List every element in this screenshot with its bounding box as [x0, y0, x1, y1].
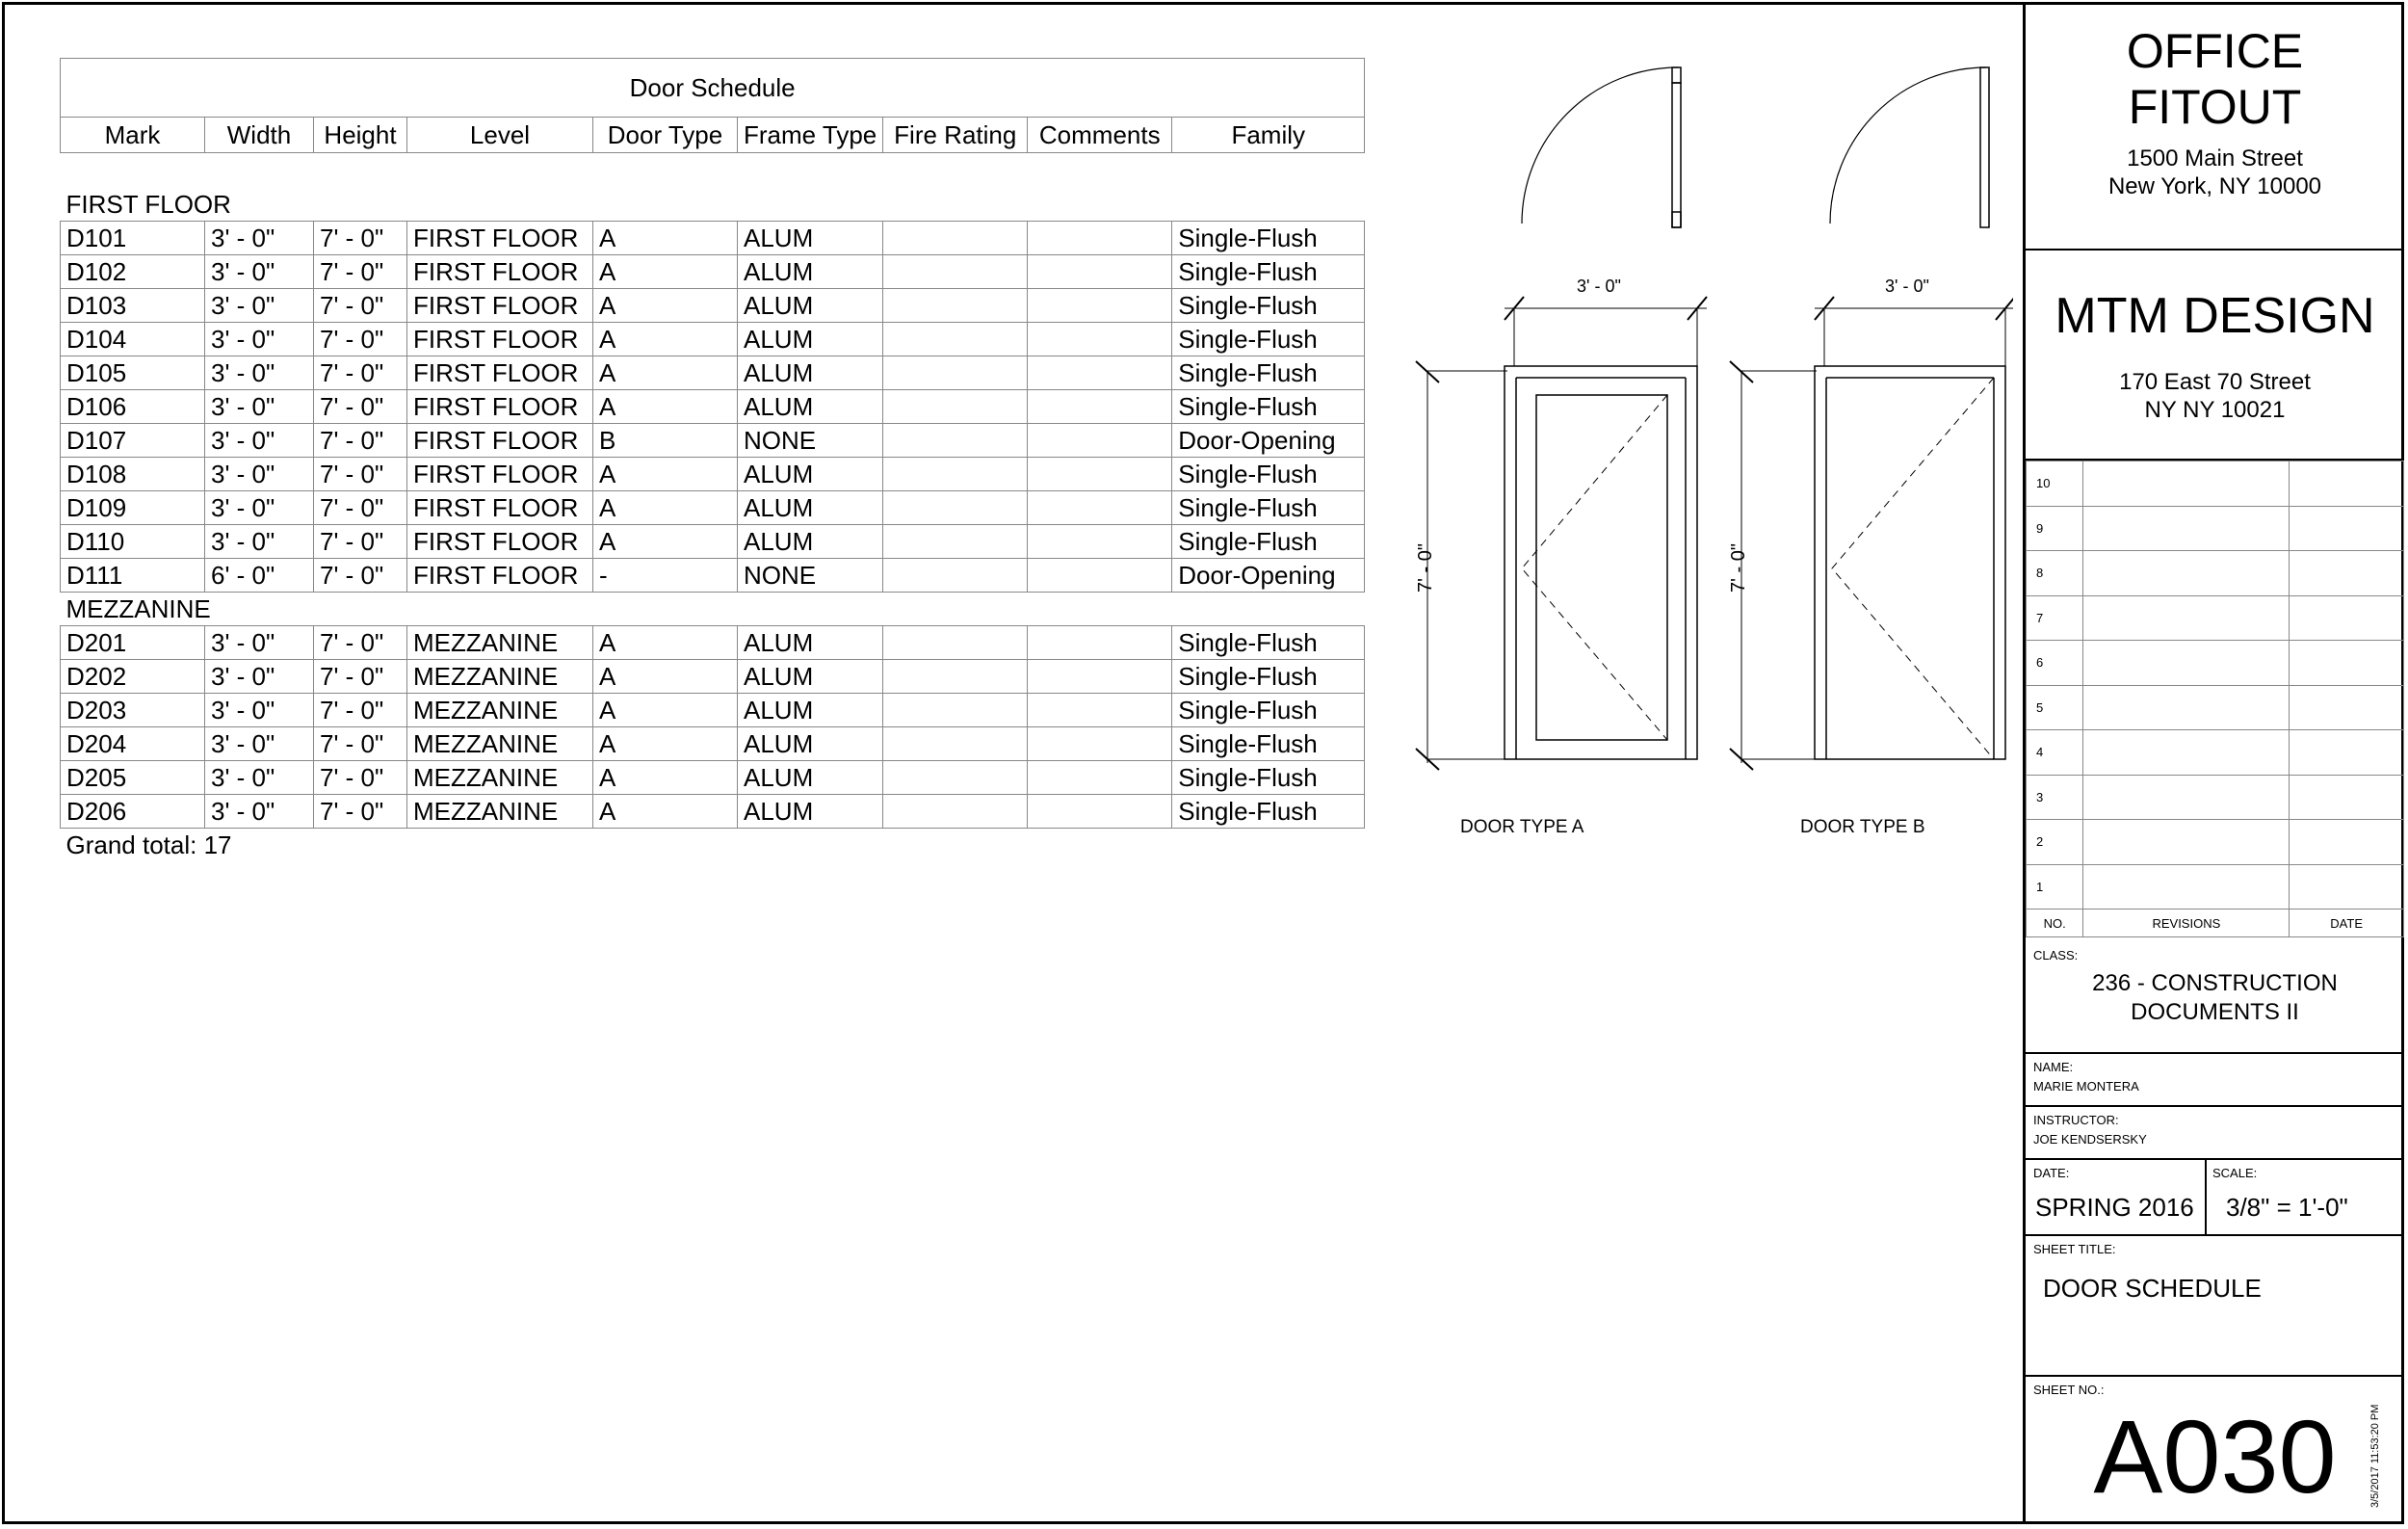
table-cell: ALUM: [738, 289, 883, 323]
table-cell: [1028, 289, 1172, 323]
table-row: [61, 727, 1365, 761]
revision-row: [2027, 595, 2404, 641]
table-cell: Door-Opening: [1172, 424, 1365, 458]
table-cell: Single-Flush: [1172, 694, 1365, 727]
table-row: [61, 525, 1365, 559]
table-cell: D103: [61, 289, 205, 323]
table-cell: 7' - 0": [314, 255, 407, 289]
table-cell: MEZZANINE: [407, 761, 593, 795]
revision-date: [2290, 685, 2404, 730]
table-cell: A: [593, 525, 738, 559]
table-cell: MEZZANINE: [407, 694, 593, 727]
table-cell: [1028, 491, 1172, 525]
name-section: [2026, 1054, 2404, 1107]
table-cell: 3' - 0": [205, 525, 314, 559]
table-cell: 7' - 0": [314, 694, 407, 727]
revision-row: [2027, 506, 2404, 551]
table-cell: FIRST FLOOR: [407, 458, 593, 491]
table-cell: D102: [61, 255, 205, 289]
table-cell: -: [593, 559, 738, 593]
door-b-height-dim: 7' - 0": [1727, 543, 1749, 593]
rev-header-revisions: REVISIONS: [2083, 909, 2290, 937]
rev-header-date: DATE: [2290, 909, 2404, 937]
table-cell: A: [593, 289, 738, 323]
table-cell: D203: [61, 694, 205, 727]
scale-label: SCALE:: [2212, 1166, 2258, 1180]
revision-row: [2027, 775, 2404, 820]
revision-date: [2290, 775, 2404, 820]
table-cell: FIRST FLOOR: [407, 424, 593, 458]
class-label: CLASS:: [2033, 948, 2079, 962]
print-timestamp: 3/5/2017 11:53:20 PM: [2369, 1404, 2381, 1508]
table-row: [61, 626, 1365, 660]
table-cell: 3' - 0": [205, 222, 314, 255]
instructor-value: JOE KENDSERSKY: [2033, 1132, 2147, 1147]
firm-info: [2026, 250, 2404, 461]
table-cell: A: [593, 626, 738, 660]
revision-number: 9: [2027, 506, 2083, 551]
table-cell: NONE: [738, 424, 883, 458]
revision-description: [2083, 775, 2290, 820]
table-cell: 7' - 0": [314, 458, 407, 491]
revision-description: [2083, 551, 2290, 596]
table-cell: 3' - 0": [205, 255, 314, 289]
table-cell: ALUM: [738, 222, 883, 255]
table-cell: [1028, 255, 1172, 289]
date-label: DATE:: [2033, 1166, 2070, 1180]
table-cell: [883, 356, 1028, 390]
table-cell: 3' - 0": [205, 356, 314, 390]
scale-value: 3/8" = 1'-0": [2226, 1193, 2348, 1222]
name-value: MARIE MONTERA: [2033, 1079, 2139, 1094]
table-cell: FIRST FLOOR: [407, 289, 593, 323]
table-cell: [883, 694, 1028, 727]
table-cell: [883, 222, 1028, 255]
table-cell: D201: [61, 626, 205, 660]
table-cell: MEZZANINE: [407, 795, 593, 829]
table-cell: Single-Flush: [1172, 795, 1365, 829]
table-cell: A: [593, 660, 738, 694]
firm-address-line1: 170 East 70 Street: [2119, 369, 2311, 395]
column-header: Mark: [61, 118, 205, 153]
project-address-line2: New York, NY 10000: [2107, 173, 2322, 199]
table-cell: 3' - 0": [205, 323, 314, 356]
table-cell: A: [593, 255, 738, 289]
table-row: [61, 694, 1365, 727]
table-row: [61, 356, 1365, 390]
table-cell: Door-Opening: [1172, 559, 1365, 593]
table-cell: D109: [61, 491, 205, 525]
table-cell: Single-Flush: [1172, 323, 1365, 356]
table-cell: Single-Flush: [1172, 626, 1365, 660]
table-cell: [883, 424, 1028, 458]
table-cell: [1028, 458, 1172, 491]
grand-total: Grand total: 17: [65, 830, 232, 859]
table-cell: [883, 626, 1028, 660]
schedule-title: Door Schedule: [61, 59, 1365, 118]
table-cell: A: [593, 222, 738, 255]
sheet-number-value: A030: [2093, 1398, 2337, 1515]
group-header: MEZZANINE: [65, 594, 211, 623]
date-scale-section: [2026, 1160, 2404, 1236]
table-cell: D106: [61, 390, 205, 424]
table-row: [61, 795, 1365, 829]
table-cell: 3' - 0": [205, 795, 314, 829]
table-cell: 3' - 0": [205, 660, 314, 694]
table-cell: Single-Flush: [1172, 761, 1365, 795]
rev-header-no: NO.: [2027, 909, 2083, 937]
table-row: [61, 390, 1365, 424]
table-cell: [1028, 694, 1172, 727]
table-cell: D111: [61, 559, 205, 593]
table-cell: ALUM: [738, 660, 883, 694]
table-cell: D205: [61, 761, 205, 795]
revision-date: [2290, 864, 2404, 909]
table-cell: 7' - 0": [314, 424, 407, 458]
revision-description: [2083, 820, 2290, 865]
column-header: Family: [1172, 118, 1365, 153]
door-a-height-dim: 7' - 0": [1414, 543, 1436, 593]
table-cell: [1028, 323, 1172, 356]
table-cell: ALUM: [738, 626, 883, 660]
table-cell: [1028, 626, 1172, 660]
table-cell: Single-Flush: [1172, 491, 1365, 525]
table-cell: 7' - 0": [314, 289, 407, 323]
table-cell: A: [593, 458, 738, 491]
table-cell: D110: [61, 525, 205, 559]
table-cell: Single-Flush: [1172, 356, 1365, 390]
firm-name: MTM DESIGN: [2055, 288, 2375, 344]
table-cell: ALUM: [738, 761, 883, 795]
table-cell: 3' - 0": [205, 390, 314, 424]
table-cell: D204: [61, 727, 205, 761]
revision-number: 4: [2027, 730, 2083, 776]
revision-description: [2083, 595, 2290, 641]
table-row: [61, 458, 1365, 491]
table-row: [61, 323, 1365, 356]
table-cell: [1028, 727, 1172, 761]
column-header: Door Type: [593, 118, 738, 153]
revision-number: 6: [2027, 641, 2083, 686]
revision-description: [2083, 730, 2290, 776]
table-cell: 7' - 0": [314, 626, 407, 660]
column-header: Comments: [1028, 118, 1172, 153]
table-row: [61, 660, 1365, 694]
revision-number: 8: [2027, 551, 2083, 596]
instructor-label: INSTRUCTOR:: [2033, 1113, 2119, 1127]
revision-description: [2083, 506, 2290, 551]
table-cell: ALUM: [738, 255, 883, 289]
table-cell: FIRST FLOOR: [407, 559, 593, 593]
revision-number: 1: [2027, 864, 2083, 909]
door-type-a-label: DOOR TYPE A: [1460, 817, 1584, 837]
class-value-line2: DOCUMENTS II: [2131, 999, 2299, 1025]
table-cell: FIRST FLOOR: [407, 491, 593, 525]
table-cell: MEZZANINE: [407, 626, 593, 660]
table-cell: ALUM: [738, 356, 883, 390]
table-cell: Single-Flush: [1172, 525, 1365, 559]
table-cell: D104: [61, 323, 205, 356]
table-cell: ALUM: [738, 694, 883, 727]
table-cell: [883, 323, 1028, 356]
table-cell: 6' - 0": [205, 559, 314, 593]
table-cell: 7' - 0": [314, 525, 407, 559]
table-cell: FIRST FLOOR: [407, 255, 593, 289]
revision-date: [2290, 595, 2404, 641]
table-cell: [1028, 390, 1172, 424]
table-row: [61, 559, 1365, 593]
table-cell: FIRST FLOOR: [407, 390, 593, 424]
table-cell: FIRST FLOOR: [407, 356, 593, 390]
column-header: Height: [314, 118, 407, 153]
table-cell: 7' - 0": [314, 559, 407, 593]
door-a-width-dim: 3' - 0": [1577, 277, 1621, 296]
table-cell: [1028, 356, 1172, 390]
table-row: [61, 255, 1365, 289]
table-cell: D101: [61, 222, 205, 255]
revision-date: [2290, 461, 2404, 507]
sheet-title-label: SHEET TITLE:: [2033, 1242, 2116, 1256]
table-cell: Single-Flush: [1172, 390, 1365, 424]
table-cell: 7' - 0": [314, 795, 407, 829]
table-cell: Single-Flush: [1172, 255, 1365, 289]
table-cell: D108: [61, 458, 205, 491]
project-title-line1: OFFICE: [2126, 24, 2304, 78]
table-cell: Single-Flush: [1172, 458, 1365, 491]
table-cell: A: [593, 491, 738, 525]
table-cell: [1028, 795, 1172, 829]
table-cell: FIRST FLOOR: [407, 323, 593, 356]
table-cell: 7' - 0": [314, 390, 407, 424]
revision-description: [2083, 641, 2290, 686]
table-cell: [1028, 559, 1172, 593]
revision-row: [2027, 730, 2404, 776]
door-schedule-table: [60, 58, 1365, 861]
name-label: NAME:: [2033, 1060, 2074, 1074]
table-cell: D206: [61, 795, 205, 829]
table-cell: ALUM: [738, 525, 883, 559]
table-cell: 3' - 0": [205, 727, 314, 761]
door-elevation-b: [1727, 297, 2013, 770]
revision-date: [2290, 820, 2404, 865]
table-cell: 7' - 0": [314, 222, 407, 255]
revision-row: [2027, 685, 2404, 730]
door-swing-plan-a: [1522, 39, 1681, 227]
class-value-line1: 236 - CONSTRUCTION: [2092, 970, 2338, 996]
table-row: [61, 222, 1365, 255]
table-cell: A: [593, 694, 738, 727]
table-cell: ALUM: [738, 323, 883, 356]
table-cell: [1028, 761, 1172, 795]
table-cell: 3' - 0": [205, 761, 314, 795]
table-cell: Single-Flush: [1172, 222, 1365, 255]
table-cell: FIRST FLOOR: [407, 525, 593, 559]
table-cell: [883, 761, 1028, 795]
table-cell: B: [593, 424, 738, 458]
table-cell: [883, 255, 1028, 289]
column-header: Level: [407, 118, 593, 153]
revision-date: [2290, 506, 2404, 551]
revision-number: 5: [2027, 685, 2083, 730]
table-cell: [883, 559, 1028, 593]
column-header: Frame Type: [738, 118, 883, 153]
instructor-section: [2026, 1107, 2404, 1160]
table-cell: A: [593, 390, 738, 424]
table-cell: ALUM: [738, 458, 883, 491]
date-scale-divider: [2205, 1160, 2207, 1236]
table-cell: MEZZANINE: [407, 660, 593, 694]
revision-row: [2027, 551, 2404, 596]
table-cell: A: [593, 761, 738, 795]
project-info: [2026, 2, 2404, 250]
table-cell: [1028, 660, 1172, 694]
revision-description: [2083, 461, 2290, 507]
sheet-number-label: SHEET NO.:: [2033, 1383, 2105, 1397]
table-cell: [883, 289, 1028, 323]
table-cell: 7' - 0": [314, 356, 407, 390]
revision-date: [2290, 730, 2404, 776]
table-cell: [883, 525, 1028, 559]
table-cell: 3' - 0": [205, 626, 314, 660]
revision-number: 3: [2027, 775, 2083, 820]
table-cell: [883, 727, 1028, 761]
table-cell: A: [593, 795, 738, 829]
table-row: [61, 491, 1365, 525]
table-cell: A: [593, 323, 738, 356]
door-elevations: [1397, 39, 2013, 809]
door-swing-plan-b: [1830, 67, 1989, 227]
firm-address-line2: NY NY 10021: [2144, 397, 2286, 423]
revision-row: [2027, 820, 2404, 865]
table-cell: [1028, 222, 1172, 255]
group-header: FIRST FLOOR: [65, 190, 231, 219]
table-cell: [1028, 424, 1172, 458]
table-cell: Single-Flush: [1172, 727, 1365, 761]
sheet-title-value: DOOR SCHEDULE: [2043, 1274, 2262, 1303]
revision-row: [2027, 461, 2404, 507]
table-cell: [1028, 525, 1172, 559]
table-cell: [883, 660, 1028, 694]
table-cell: 3' - 0": [205, 458, 314, 491]
door-type-b-label: DOOR TYPE B: [1800, 817, 1925, 837]
table-cell: A: [593, 727, 738, 761]
revision-date: [2290, 641, 2404, 686]
table-cell: [883, 491, 1028, 525]
table-cell: ALUM: [738, 491, 883, 525]
sheet-number-section: [2026, 1377, 2404, 1524]
table-cell: 7' - 0": [314, 660, 407, 694]
table-cell: D202: [61, 660, 205, 694]
table-row: [61, 424, 1365, 458]
table-cell: ALUM: [738, 390, 883, 424]
table-cell: 3' - 0": [205, 424, 314, 458]
table-cell: 3' - 0": [205, 289, 314, 323]
title-block: [2023, 2, 2404, 1524]
table-cell: 7' - 0": [314, 761, 407, 795]
revision-row: [2027, 641, 2404, 686]
revision-number: 2: [2027, 820, 2083, 865]
table-cell: 7' - 0": [314, 323, 407, 356]
revision-row: [2027, 864, 2404, 909]
table-cell: [883, 390, 1028, 424]
column-header: Width: [205, 118, 314, 153]
table-cell: ALUM: [738, 727, 883, 761]
table-cell: 3' - 0": [205, 694, 314, 727]
column-header: Fire Rating: [883, 118, 1028, 153]
revision-description: [2083, 864, 2290, 909]
table-cell: A: [593, 356, 738, 390]
table-cell: FIRST FLOOR: [407, 222, 593, 255]
revision-number: 7: [2027, 595, 2083, 641]
table-cell: D107: [61, 424, 205, 458]
revision-date: [2290, 551, 2404, 596]
table-cell: MEZZANINE: [407, 727, 593, 761]
table-cell: Single-Flush: [1172, 660, 1365, 694]
table-cell: 3' - 0": [205, 491, 314, 525]
table-cell: [883, 458, 1028, 491]
sheet-title-section: [2026, 1236, 2404, 1377]
door-b-width-dim: 3' - 0": [1885, 277, 1929, 296]
table-cell: [883, 795, 1028, 829]
revision-number: 10: [2027, 461, 2083, 507]
revision-description: [2083, 685, 2290, 730]
table-row: [61, 761, 1365, 795]
project-title-line2: FITOUT: [2128, 80, 2302, 134]
revisions-table: [2026, 461, 2404, 937]
class-section: [2026, 942, 2404, 1054]
table-cell: D105: [61, 356, 205, 390]
table-cell: NONE: [738, 559, 883, 593]
table-cell: Single-Flush: [1172, 289, 1365, 323]
table-cell: ALUM: [738, 795, 883, 829]
table-row: [61, 289, 1365, 323]
project-address-line1: 1500 Main Street: [2127, 145, 2303, 171]
door-elevation-a: [1416, 297, 1707, 770]
table-cell: 7' - 0": [314, 727, 407, 761]
date-value: SPRING 2016: [2035, 1193, 2194, 1222]
table-cell: 7' - 0": [314, 491, 407, 525]
